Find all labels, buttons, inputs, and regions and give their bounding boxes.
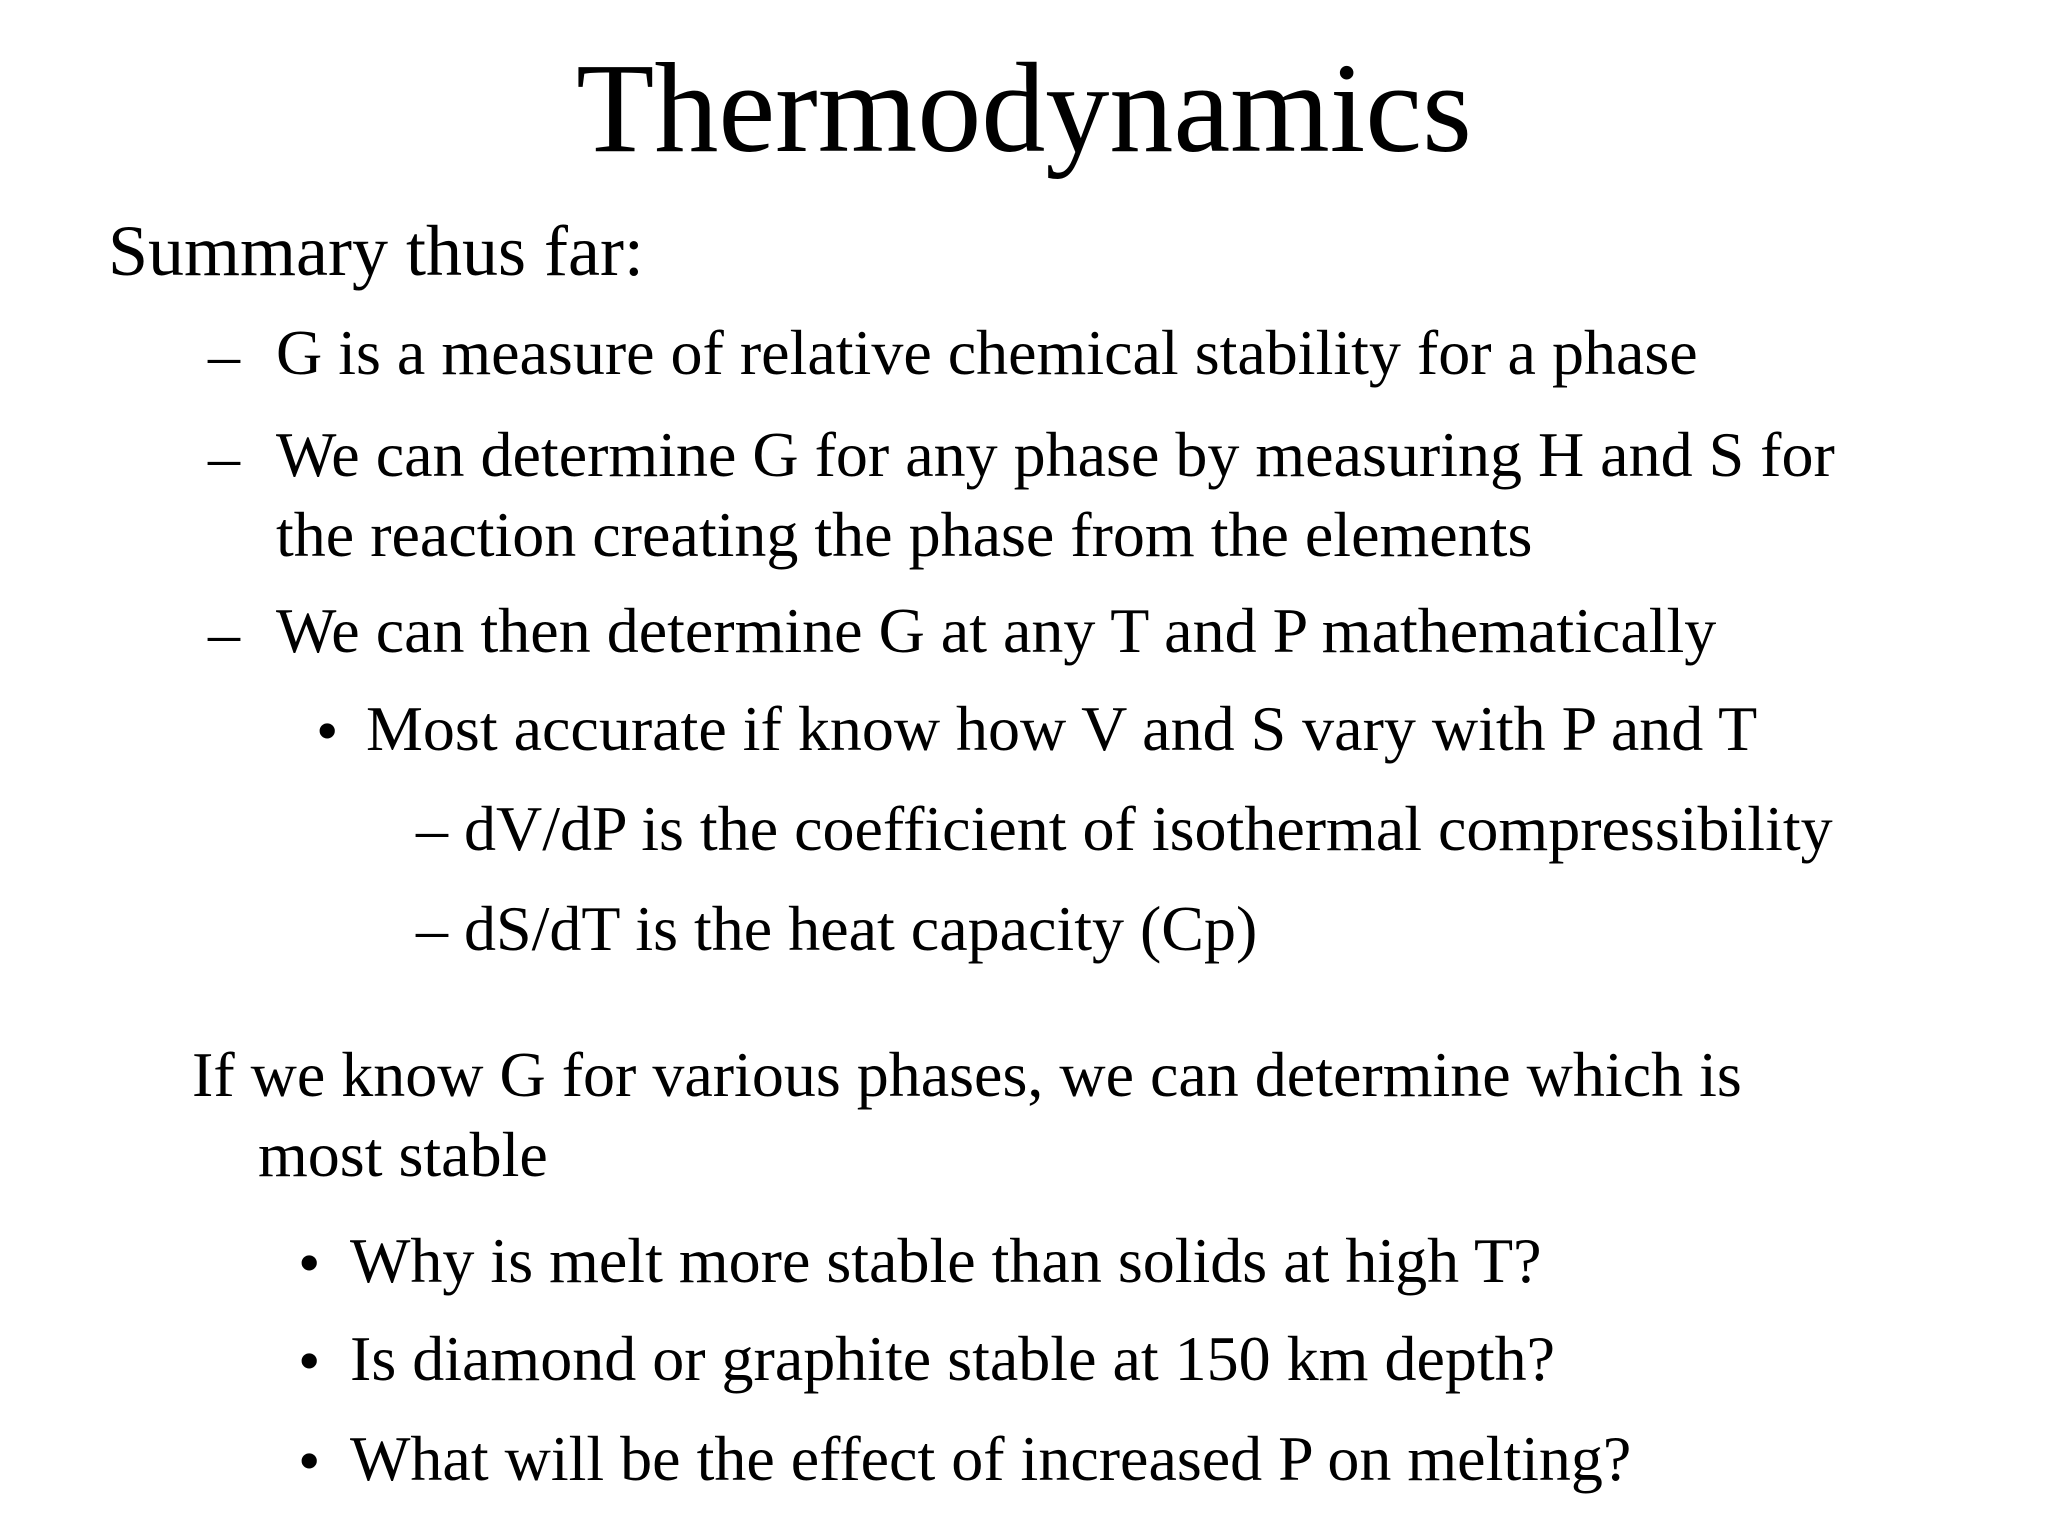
point-1-text: G is a measure of relative chemical stability for a phase <box>276 317 1698 388</box>
point-3-text: We can then determine G at any T and P mathematically <box>276 595 1717 666</box>
stability-text-line-1: If we know G for various phases, we can determine which is <box>192 1039 1742 1110</box>
sub-bullet-text: Most accurate if know how V and S vary with P and T <box>366 693 1758 764</box>
dash-marker-3: – <box>208 597 240 668</box>
dash-marker-2: – <box>208 421 240 492</box>
bullet-marker-q1: • <box>298 1227 321 1298</box>
sub-sub-item-2: – dS/dT is the heat capacity (Cp) <box>416 893 1258 964</box>
question-1: Why is melt more stable than solids at high T? <box>350 1225 1542 1296</box>
slide-title: Thermodynamics <box>576 37 1472 179</box>
dash-marker-1: – <box>208 319 240 390</box>
question-3: What will be the effect of increased P on melting? <box>350 1423 1632 1494</box>
bullet-marker-sub: • <box>316 695 339 766</box>
point-2-text-line-1: We can determine G for any phase by measuring H and S for <box>276 419 1835 490</box>
sub-sub-item-1: – dV/dP is the coefficient of isothermal compressibility <box>416 793 1833 864</box>
bullet-marker-q3: • <box>298 1425 321 1496</box>
point-2-text-line-2: the reaction creating the phase from the elements <box>276 499 1533 570</box>
bullet-marker-q2: • <box>298 1325 321 1396</box>
stability-text-line-2: most stable <box>258 1119 548 1190</box>
summary-heading: Summary thus far: <box>108 211 644 291</box>
question-2: Is diamond or graphite stable at 150 km depth? <box>350 1323 1556 1394</box>
